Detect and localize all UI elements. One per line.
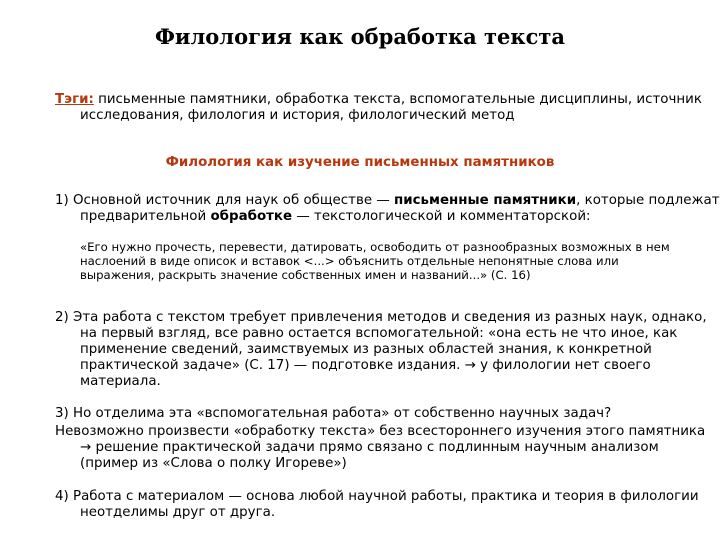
tags-paragraph bbox=[55, 92, 720, 124]
section-subtitle: Филология как изучение письменных памятников bbox=[165, 155, 555, 170]
paragraph-4: 4) Работа с материалом — основа любой научной работы, практика и теория в филологии неотделимы друг от друга. bbox=[55, 489, 699, 520]
quote-block: «Его нужно прочесть, перевести, датировать, освободить от разнообразных возможных в нем наслоений в виде описок и вставок <...> объяснить отдельные непонятные слова или выражения, раскрыть значение собственных имен и названий...» (С. 16) bbox=[80, 240, 670, 282]
paragraph-2: 2) Эта работа с текстом требует привлечения методов и сведения из разных наук, однако, на первый взгляд, все равно остается вспомогательной: «она есть не что иное, как применение сведений, заимствуемых из разных областей знания, к конкретной практической задаче» (С. 17) — подготовке издания. → у филологии нет своего материала. bbox=[55, 310, 707, 389]
paragraph-3b: Невозможно произвести «обработку текста» без всестороннего изучения этого памятника → решение практической задачи прямо связано с подлинным научным анализом (пример из «Слова о полку Игореве») bbox=[55, 424, 706, 471]
paragraph-1-part3: — текстологической и комментаторской: bbox=[292, 209, 591, 224]
tags-text: письменные памятники, обработка текста, вспомогательные дисциплины, источник исследования, филология и история, филологический метод bbox=[80, 92, 702, 123]
paragraph-1-part2: , которые подлежат предварительной bbox=[80, 193, 720, 224]
slide-title: Филология как обработка текста bbox=[154, 24, 565, 49]
paragraph-1-part1: 1) Основной источник для наук об обществе — bbox=[55, 193, 394, 208]
paragraph-1 bbox=[55, 193, 720, 225]
tags-label: Тэги: bbox=[55, 92, 94, 107]
paragraph-3: 3) Но отделима эта «вспомогательная работа» от собственно научных задач? bbox=[55, 406, 612, 421]
paragraph-1-bold2: обработке bbox=[210, 209, 293, 224]
paragraph-1-bold1: письменные памятники bbox=[393, 193, 577, 208]
